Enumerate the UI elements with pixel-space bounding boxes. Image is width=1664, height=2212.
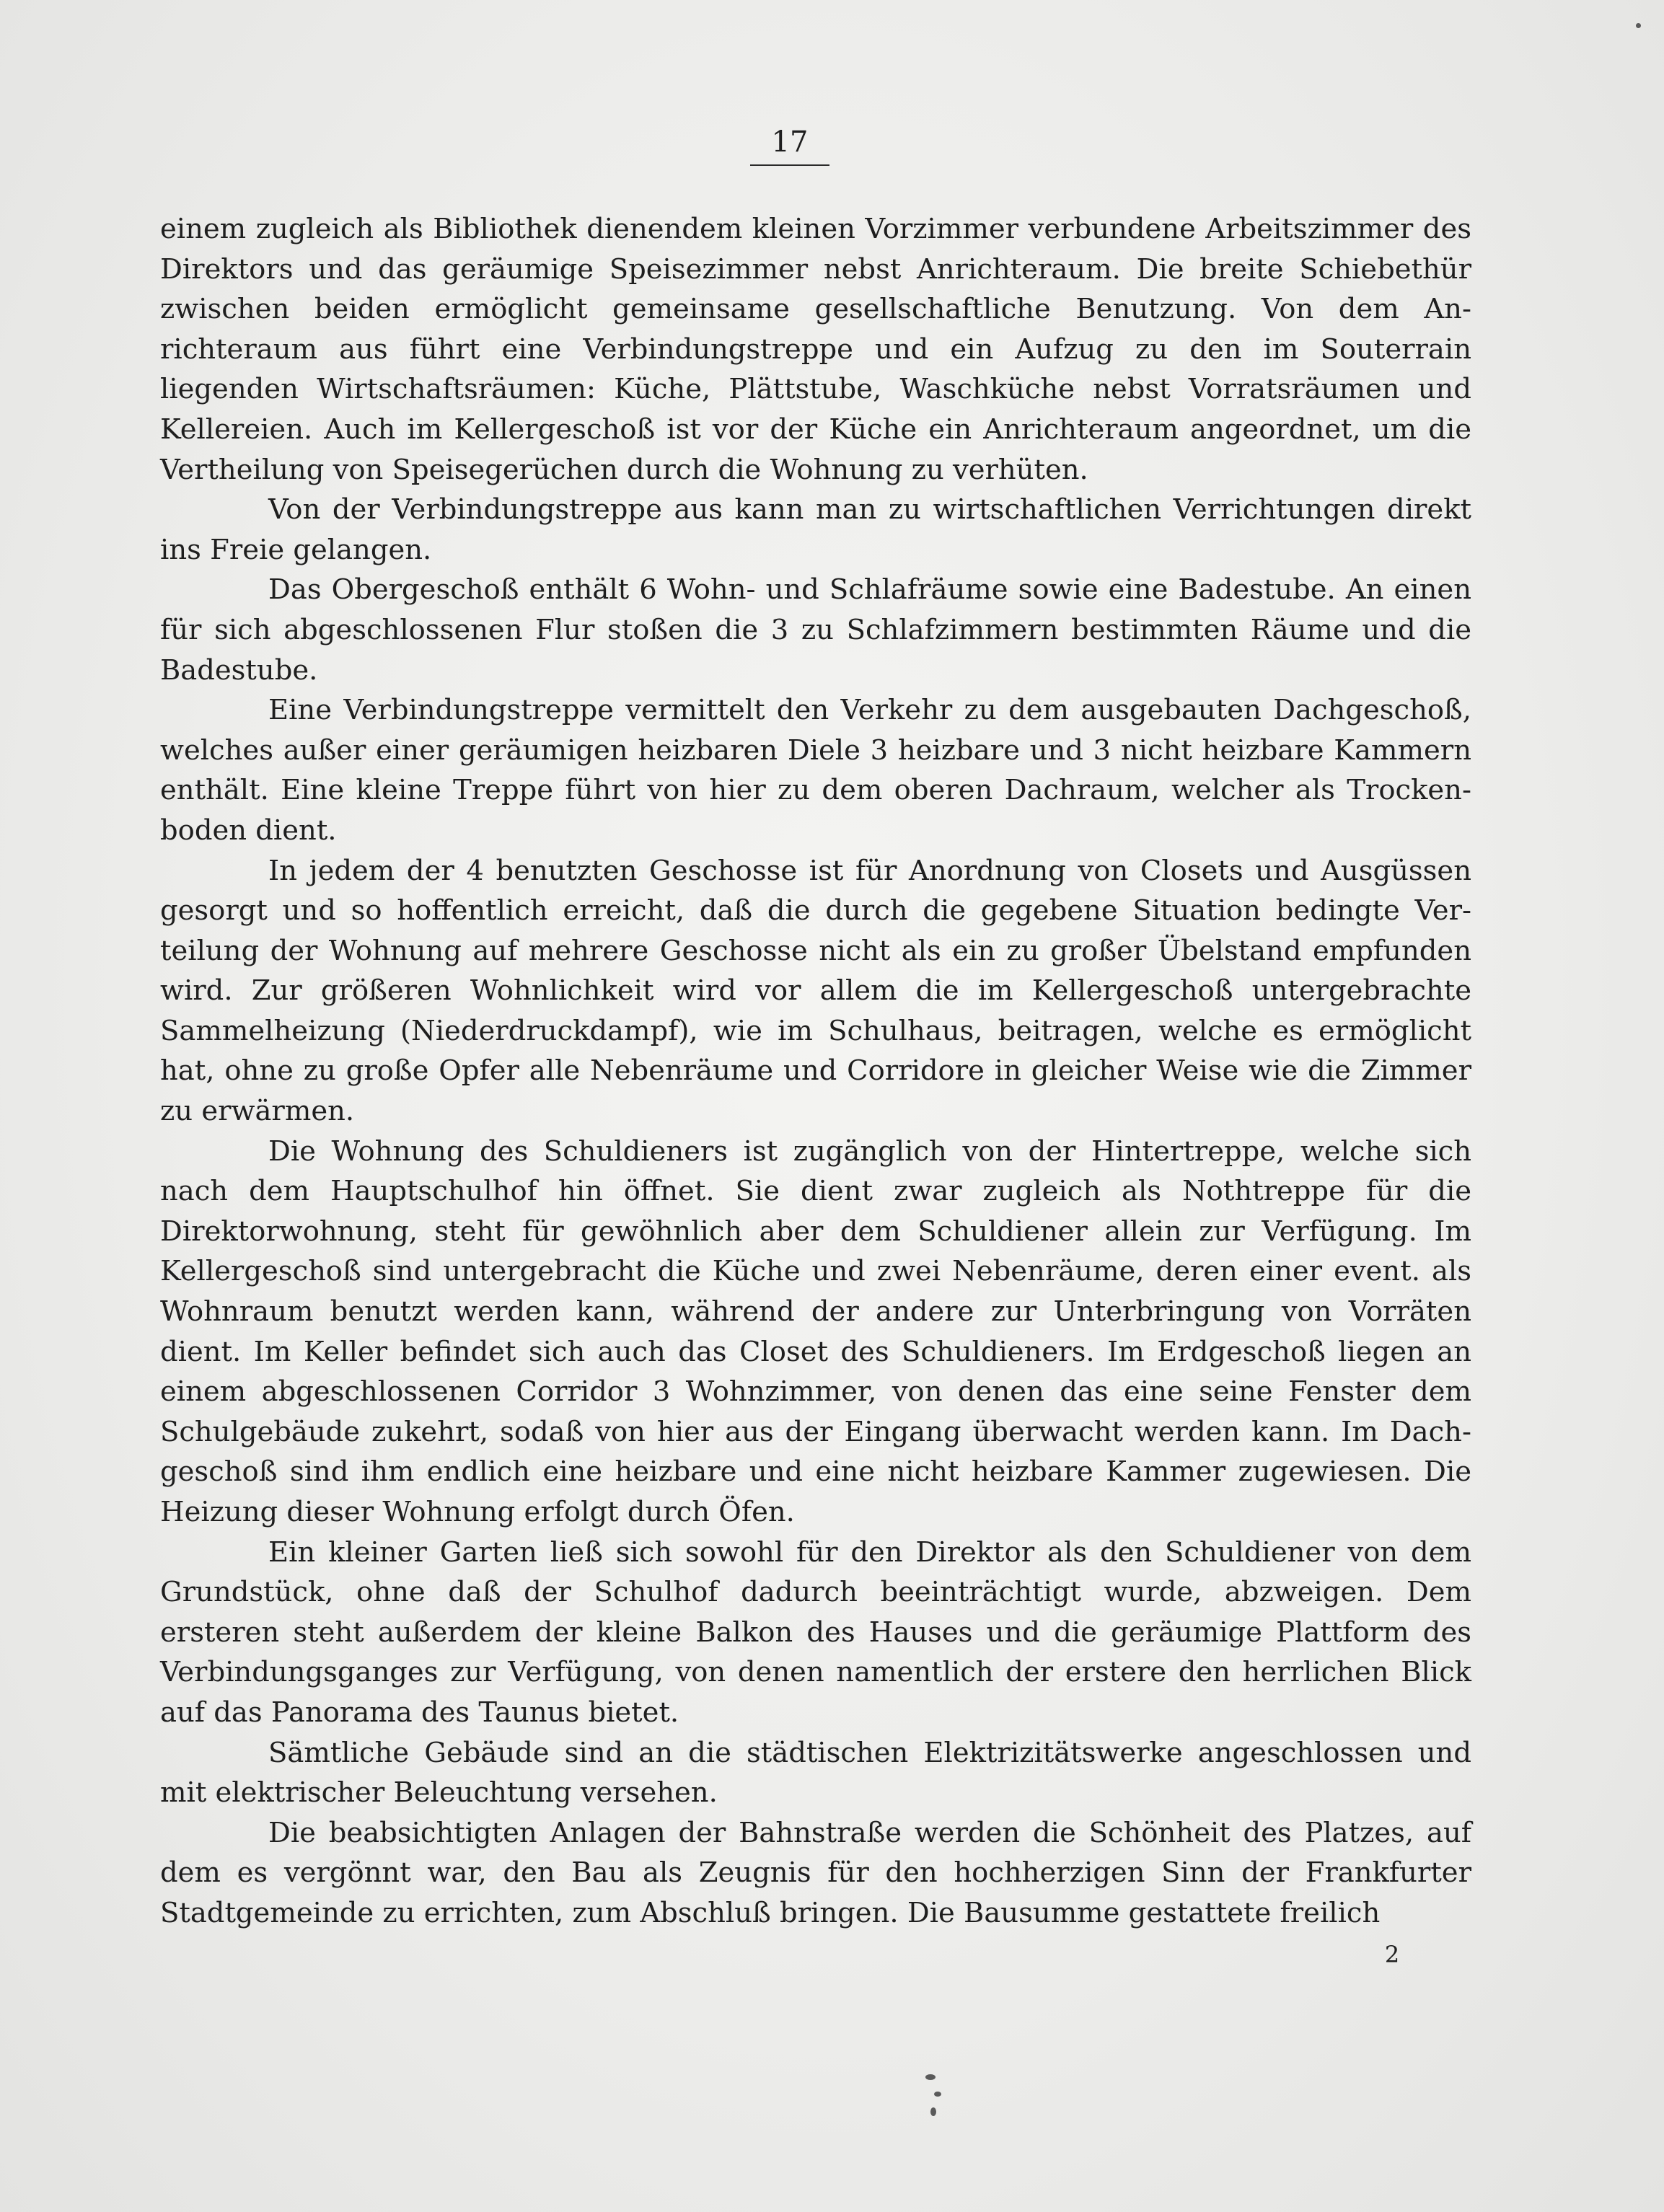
- paragraph-6: Die Wohnung des Schuldieners ist zugänglich von der Hintertreppe, welche sich nach dem Hauptschulhof hin öffnet. Sie dient zwar zugleich als Nothtreppe für die Direktorwohnung, steht für gewöhnlich aber dem Schuldiener allein zur Verfügung. Im Kellergeschoß sind untergebracht die Küche und zwei Nebenräume, deren einer event. als Wohnraum benutzt werden kann, während der andere zur Unterbringung von Vorräten dient. Im Keller befindet sich auch das Closet des Schuldieners. Im Erdgeschoß liegen an einem abgeschlossenen Corridor 3 Wohnzimmer, von denen das eine seine Fenster dem Schulgebäude zukehrt, sodaß von hier aus der Eingang überwacht werden kann. Im Dachgeschoß sind ihm endlich eine heizbare und eine nicht heizbare Kammer zugewiesen. Die Heizung dieser Wohnung erfolgt durch Öfen.: [160, 1134, 1471, 1528]
- paragraph-8: Sämtliche Gebäude sind an die städtischen Elektrizitätswerke angeschlossen und mit elektrischer Beleuchtung versehen.: [160, 1736, 1471, 1810]
- paragraph-2: Von der Verbindungstreppe aus kann man zu wirtschaftlichen Verrichtungen direkt ins Freie gelangen.: [160, 493, 1471, 566]
- scan-speck: [925, 2074, 936, 2080]
- paragraph-9: Die beabsichtigten Anlagen der Bahnstraße werden die Schönheit des Platzes, auf dem es vergönnt war, den Bau als Zeugnis für den hochherzigen Sinn der Frankfurter Stadtgemeinde zu errichten, zum Abschluß bringen. Die Bausumme gestattete freilich: [160, 1816, 1471, 1929]
- scan-speck: [930, 2107, 936, 2116]
- scan-speck: [1636, 23, 1641, 28]
- signature-mark: 2: [1384, 1941, 1400, 1968]
- paragraph-7: Ein kleiner Garten ließ sich sowohl für den Direktor als den Schuldiener von dem Grundstück, ohne daß der Schulhof dadurch beeinträchtigt wurde, abzweigen. Dem ersteren steht außerdem der kleine Balkon des Hauses und die geräumige Plattform des Verbindungsganges zur Verfügung, von denen namentlich der erstere den herrlichen Blick auf das Panorama des Taunus bietet.: [160, 1535, 1471, 1729]
- paragraph-4: Eine Verbindungstreppe vermittelt den Verkehr zu dem ausgebauten Dachgeschoß, welches außer einer geräumigen heizbaren Diele 3 heizbare und 3 nicht heizbare Kammern enthält. Eine kleine Treppe führt von hier zu dem oberen Dachraum, welcher als Trockenboden dient.: [160, 694, 1471, 847]
- body-text: [160, 209, 1471, 1934]
- page-number: 17: [750, 124, 829, 166]
- paragraph-5: In jedem der 4 benutzten Geschosse ist für Anordnung von Closets und Ausgüssen gesorgt und so hoffentlich erreicht, daß die durch die gegebene Situation bedingte Verteilung der Wohnung auf mehrere Geschosse nicht als ein zu großer Übelstand empfunden wird. Zur größeren Wohnlichkeit wird vor allem die im Kellergeschoß untergebrachte Sammelheizung (Niederdruckdampf), wie im Schulhaus, beitragen, welche es ermöglicht hat, ohne zu große Opfer alle Nebenräume und Corridore in gleicher Weise wie die Zimmer zu erwärmen.: [160, 854, 1471, 1128]
- scan-speck: [934, 2092, 941, 2097]
- paragraph-1: einem zugleich als Bibliothek dienendem kleinen Vorzimmer verbundene Arbeitszimmer des Direktors und das geräumige Speisezimmer nebst Anrichteraum. Die breite Schiebethür zwischen beiden ermöglicht gemeinsame gesellschaftliche Benutzung. Von dem Anrichteraum aus führt eine Verbindungstreppe und ein Aufzug zu den im Souterrain liegenden Wirtschaftsräumen: Küche, Plättstube, Waschküche nebst Vorratsräumen und Kellereien. Auch im Kellergeschoß ist vor der Küche ein Anrichteraum angeordnet, um die Vertheilung von Speisegerüchen durch die Wohnung zu verhüten.: [160, 213, 1471, 486]
- paragraph-3: Das Obergeschoß enthält 6 Wohn- und Schlafräume sowie eine Badestube. An einen für sich abgeschlossenen Flur stoßen die 3 zu Schlafzimmern bestimmten Räume und die Badestube.: [160, 573, 1471, 687]
